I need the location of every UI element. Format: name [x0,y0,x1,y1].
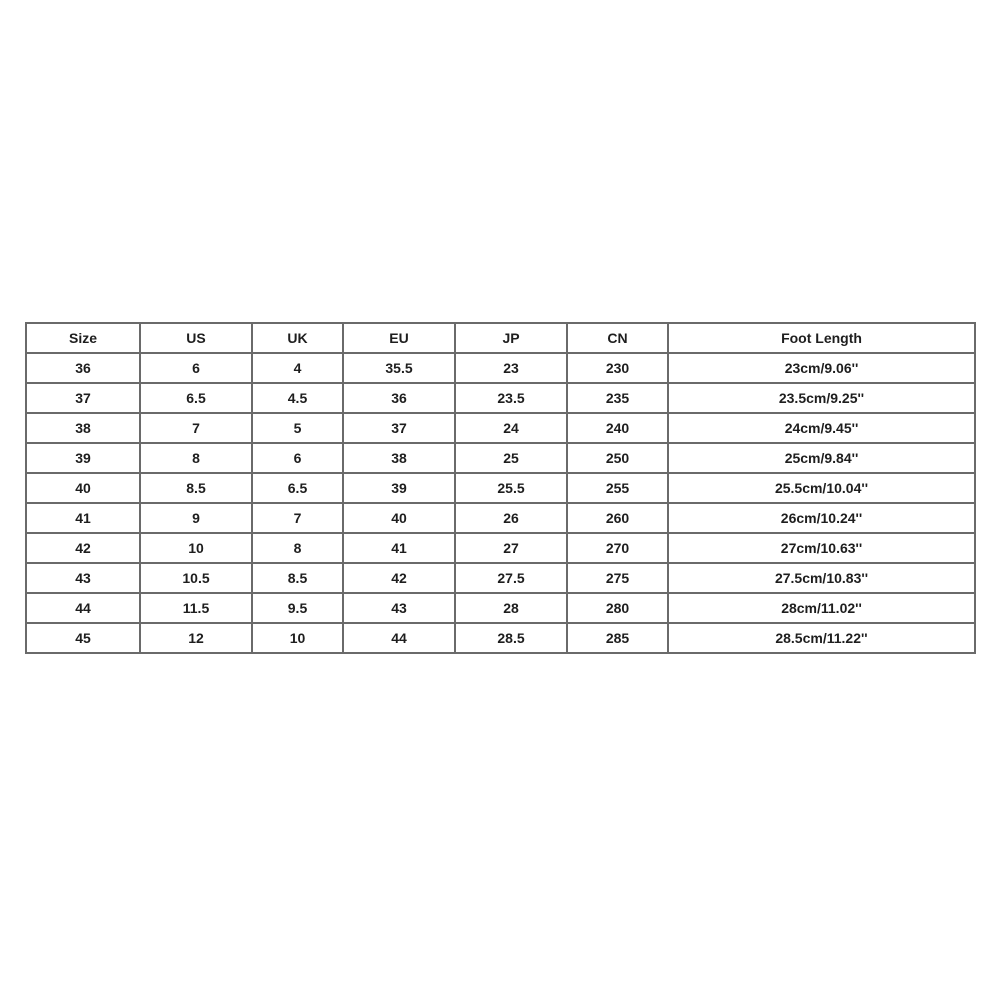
cell-uk: 6 [252,443,343,473]
cell-us: 10 [140,533,252,563]
cell-foot-length: 26cm/10.24'' [668,503,975,533]
cell-foot-length: 27cm/10.63'' [668,533,975,563]
cell-eu: 43 [343,593,455,623]
cell-cn: 285 [567,623,668,653]
cell-eu: 44 [343,623,455,653]
cell-size: 41 [26,503,140,533]
table-row [26,353,975,383]
table-row [26,383,975,413]
cell-us: 8 [140,443,252,473]
cell-jp: 24 [455,413,567,443]
cell-uk: 8 [252,533,343,563]
table-row [26,413,975,443]
cell-foot-length: 25cm/9.84'' [668,443,975,473]
cell-cn: 235 [567,383,668,413]
header-cn: CN [567,323,668,353]
cell-eu: 37 [343,413,455,443]
cell-foot-length: 28cm/11.02'' [668,593,975,623]
cell-foot-length: 28.5cm/11.22'' [668,623,975,653]
cell-cn: 255 [567,473,668,503]
cell-jp: 28 [455,593,567,623]
header-eu: EU [343,323,455,353]
cell-uk: 5 [252,413,343,443]
cell-eu: 42 [343,563,455,593]
cell-jp: 23.5 [455,383,567,413]
cell-eu: 40 [343,503,455,533]
header-uk: UK [252,323,343,353]
cell-cn: 280 [567,593,668,623]
size-chart-table [25,322,976,654]
cell-size: 37 [26,383,140,413]
cell-cn: 260 [567,503,668,533]
cell-size: 38 [26,413,140,443]
cell-eu: 38 [343,443,455,473]
cell-uk: 7 [252,503,343,533]
cell-foot-length: 27.5cm/10.83'' [668,563,975,593]
cell-uk: 8.5 [252,563,343,593]
table-row [26,623,975,653]
table-row [26,473,975,503]
cell-cn: 270 [567,533,668,563]
cell-eu: 36 [343,383,455,413]
cell-jp: 28.5 [455,623,567,653]
cell-jp: 23 [455,353,567,383]
cell-us: 6.5 [140,383,252,413]
cell-size: 40 [26,473,140,503]
cell-foot-length: 23.5cm/9.25'' [668,383,975,413]
cell-cn: 240 [567,413,668,443]
cell-foot-length: 23cm/9.06'' [668,353,975,383]
header-us: US [140,323,252,353]
cell-us: 9 [140,503,252,533]
table-row [26,533,975,563]
cell-eu: 39 [343,473,455,503]
cell-us: 7 [140,413,252,443]
cell-size: 42 [26,533,140,563]
cell-jp: 26 [455,503,567,533]
table-row [26,503,975,533]
cell-us: 10.5 [140,563,252,593]
size-chart-container [25,322,974,654]
table-row [26,563,975,593]
cell-uk: 4.5 [252,383,343,413]
cell-size: 44 [26,593,140,623]
cell-us: 11.5 [140,593,252,623]
cell-jp: 27.5 [455,563,567,593]
cell-us: 12 [140,623,252,653]
cell-foot-length: 25.5cm/10.04'' [668,473,975,503]
header-jp: JP [455,323,567,353]
cell-jp: 25.5 [455,473,567,503]
cell-size: 39 [26,443,140,473]
cell-cn: 275 [567,563,668,593]
table-row [26,443,975,473]
cell-eu: 35.5 [343,353,455,383]
cell-cn: 250 [567,443,668,473]
header-size: Size [26,323,140,353]
cell-jp: 27 [455,533,567,563]
cell-uk: 4 [252,353,343,383]
cell-uk: 6.5 [252,473,343,503]
header-row [26,323,975,353]
cell-uk: 10 [252,623,343,653]
cell-cn: 230 [567,353,668,383]
cell-us: 8.5 [140,473,252,503]
cell-jp: 25 [455,443,567,473]
cell-uk: 9.5 [252,593,343,623]
cell-foot-length: 24cm/9.45'' [668,413,975,443]
cell-size: 45 [26,623,140,653]
cell-size: 36 [26,353,140,383]
table-row [26,593,975,623]
header-foot-length: Foot Length [668,323,975,353]
cell-size: 43 [26,563,140,593]
cell-eu: 41 [343,533,455,563]
cell-us: 6 [140,353,252,383]
